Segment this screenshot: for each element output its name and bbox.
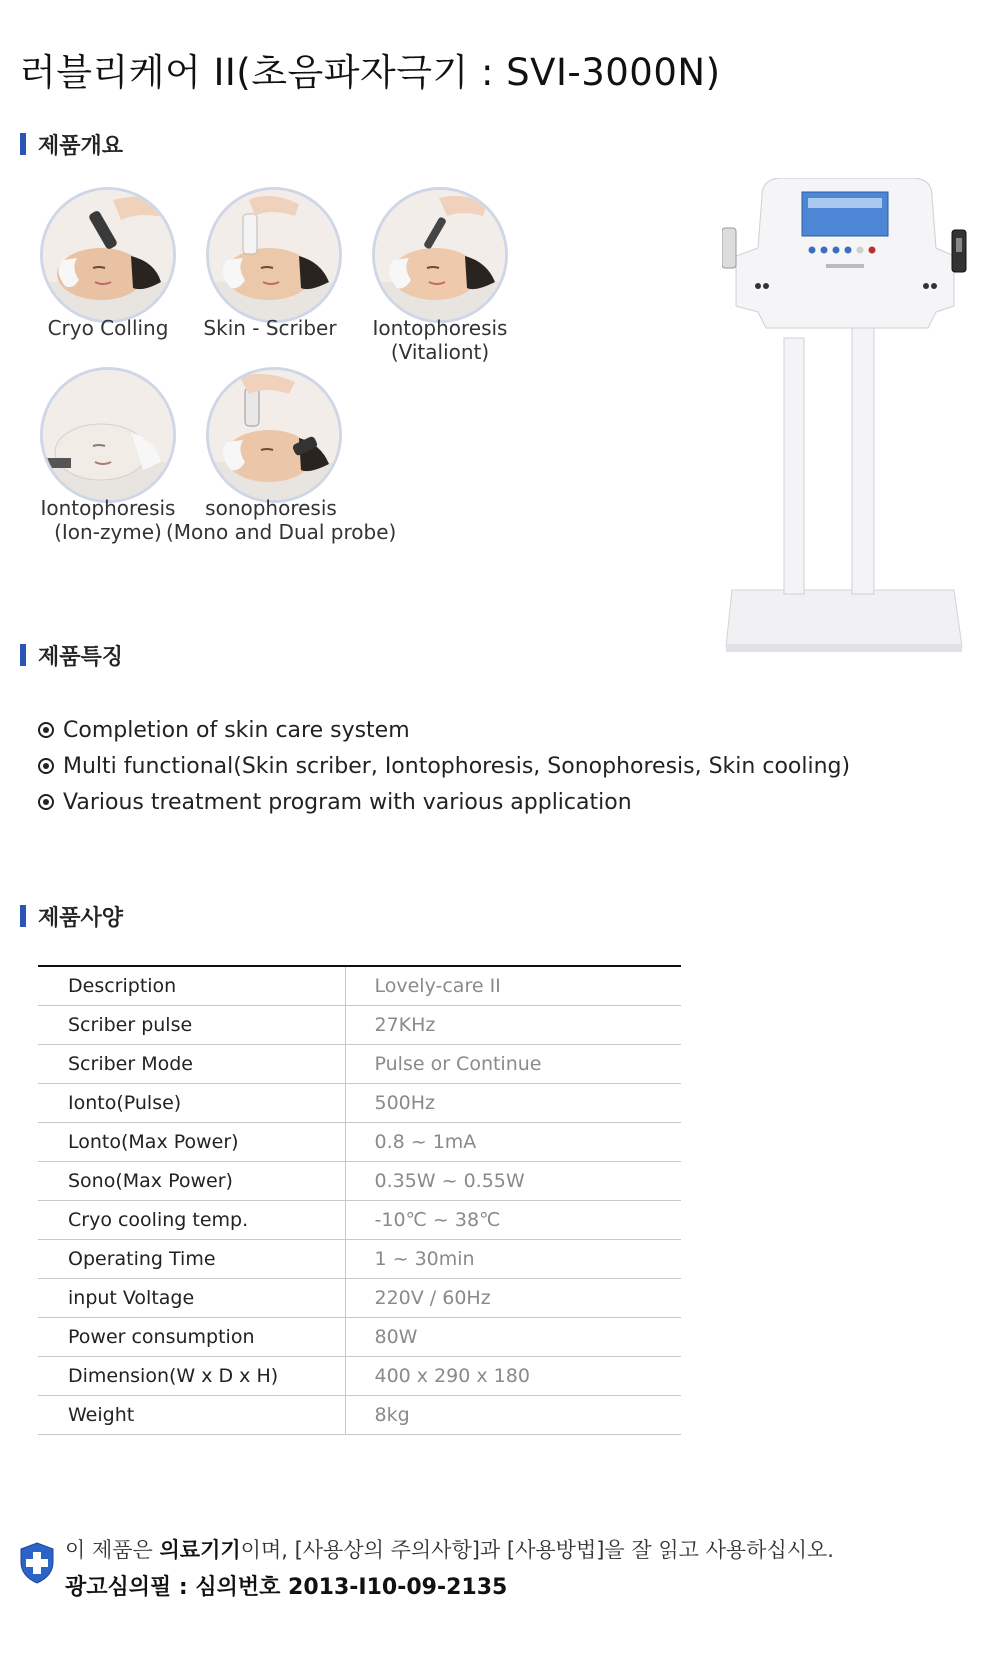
section-features-title: 제품특징	[38, 644, 124, 670]
treatment-caption-sonophoresis: sonophoresis (Mono and Dual probe)	[166, 496, 397, 544]
feature-item: Multi functional(Skin scriber, Iontophoresis, Sonophoresis, Skin cooling)	[38, 748, 850, 784]
table-row: Power consumption 80W	[38, 1317, 681, 1356]
table-row: Ionto(Pulse) 500Hz	[38, 1083, 681, 1122]
radio-bullet-icon	[38, 722, 54, 738]
treatment-image-vitaliont	[372, 187, 508, 323]
table-row: Operating Time 1 ~ 30min	[38, 1239, 681, 1278]
section-marker	[20, 905, 26, 927]
ad-approval-number: 광고심의필 : 심의번호 2013-I10-09-2135	[65, 1575, 508, 1600]
treatment-image-ionzyme	[40, 367, 176, 503]
section-marker	[20, 133, 26, 155]
treatment-image-cryo	[40, 187, 176, 323]
table-row: Sono(Max Power) 0.35W ~ 0.55W	[38, 1161, 681, 1200]
treatment-caption-vitaliont: Iontophoresis (Vitaliont)	[372, 316, 508, 364]
table-row: Weight 8kg	[38, 1395, 681, 1434]
table-row: Scriber Mode Pulse or Continue	[38, 1044, 681, 1083]
table-row: Cryo cooling temp. -10℃ ~ 38℃	[38, 1200, 681, 1239]
table-row: Dimension(W x D x H) 400 x 290 x 180	[38, 1356, 681, 1395]
treatment-caption-scriber: Skin - Scriber	[203, 316, 337, 340]
section-overview-title: 제품개요	[38, 133, 124, 159]
section-specs-header	[20, 903, 123, 929]
spec-table	[38, 965, 681, 1435]
treatment-caption-cryo: Cryo Colling	[47, 316, 169, 340]
section-marker	[20, 644, 26, 666]
treatment-image-scriber	[206, 187, 342, 323]
feature-item: Completion of skin care system	[38, 712, 850, 748]
treatment-caption-ionzyme: Iontophoresis (Ion-zyme)	[40, 496, 176, 544]
medical-shield-icon	[20, 1542, 54, 1584]
radio-bullet-icon	[38, 758, 54, 774]
section-specs-title: 제품사양	[38, 905, 124, 931]
feature-item: Various treatment program with various application	[38, 784, 850, 820]
table-row: input Voltage 220V / 60Hz	[38, 1278, 681, 1317]
table-row: Scriber pulse 27KHz	[38, 1005, 681, 1044]
table-row: Description Lovely-care II	[38, 966, 681, 1005]
device-image	[722, 178, 967, 658]
radio-bullet-icon	[38, 794, 54, 810]
section-features-header	[20, 642, 123, 668]
notice-text: 이 제품은 의료기기이며, [사용상의 주의사항]과 [사용방법]을 잘 읽고 사용하십시오.	[65, 1538, 834, 1562]
feature-list	[38, 712, 850, 820]
page-title: 러블리케어 II(초음파자극기 : SVI-3000N)	[20, 51, 721, 94]
section-overview-header	[20, 131, 123, 157]
table-row: Lonto(Max Power) 0.8 ~ 1mA	[38, 1122, 681, 1161]
treatment-image-sonophoresis	[206, 367, 342, 503]
